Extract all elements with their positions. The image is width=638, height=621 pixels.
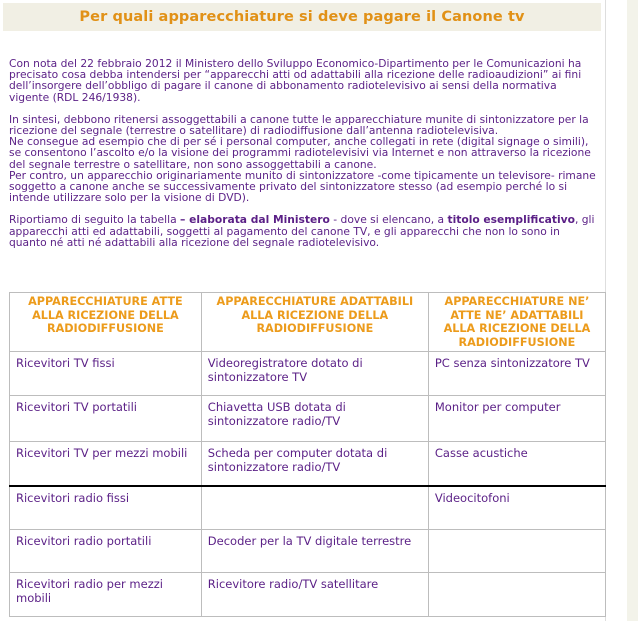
table-header-row: [10, 293, 606, 352]
table-cell: Monitor per computer: [428, 396, 605, 442]
table-row: [10, 486, 606, 530]
table-row: [10, 530, 606, 573]
table-cell: Chiavetta USB dotata di sintonizzatore radio/TV: [201, 396, 428, 442]
summary-line-1: In sintesi, debbono ritenersi assoggettabili a canone tutte le apparecchiature munite di sintonizzatore per la ricezione del segnale (terrestre o satellitare) di radiodiffusione dall’antenna radiotelevisiva.: [9, 112, 589, 138]
paragraph-table-intro: [9, 214, 599, 248]
table-intro-bold-2: titolo esemplificativo: [447, 213, 575, 227]
title-bar: [3, 3, 601, 31]
summary-line-3: Per contro, un apparecchio originariamente munito di sintonizzatore -come tipicamente un televisore- rimane soggetto a canone anche se successivamente privato del sintonizzatore stesso (ad esempio perché lo si intende utilizzare solo per la visione di DVD).: [9, 168, 596, 205]
table-cell: Ricevitore radio/TV satellitare: [201, 573, 428, 617]
header-suitable: APPARECCHIATURE ATTE ALLA RICEZIONE DELLA RADIODIFFUSIONE: [10, 293, 202, 352]
table-cell: Ricevitori radio fissi: [10, 486, 202, 530]
table-row: [10, 396, 606, 442]
table-cell: [428, 530, 605, 573]
article-body: [9, 58, 599, 259]
table-cell: Ricevitori radio portatili: [10, 530, 202, 573]
table-intro-bold-1: – elaborata dal Ministero: [180, 213, 330, 227]
table-cell: Ricevitori radio per mezzi mobili: [10, 573, 202, 617]
table-row: [10, 573, 606, 617]
appliances-table: [9, 292, 606, 617]
paragraph-intro: Con nota del 22 febbraio 2012 il Ministero dello Sviluppo Economico-Dipartimento per le Comunicazioni ha precisato cosa debba intendersi per “apparecchi atti od adattabili alla ricezione delle radioaudizioni” ai fini dell’insorgere dell’obbligo di pagare il canone di abbonamento radiotelevisivo ai sensi della normativa vigente (RDL 246/1938).: [9, 57, 582, 104]
table-row: [10, 352, 606, 396]
table-cell: Ricevitori TV portatili: [10, 396, 202, 442]
paragraph-summary: [9, 114, 599, 204]
table-cell: Videoregistratore dotato di sintonizzatore TV: [201, 352, 428, 396]
table-cell: Scheda per computer dotata di sintonizzatore radio/TV: [201, 442, 428, 486]
table-intro-text-2: - dove si elencano, a: [329, 213, 448, 227]
page-title: Per quali apparecchiature si deve pagare il Canone tv: [79, 9, 525, 25]
table-cell: Ricevitori TV fissi: [10, 352, 202, 396]
table-cell: Decoder per la TV digitale terrestre: [201, 530, 428, 573]
header-adaptable: APPARECCHIATURE ADATTABILI ALLA RICEZIONE DELLA RADIODIFFUSIONE: [201, 293, 428, 352]
table-intro-text-1: Riportiamo di seguito la tabella: [9, 213, 181, 227]
table-row: [10, 442, 606, 486]
table-cell: PC senza sintonizzatore TV: [428, 352, 605, 396]
table-cell: [428, 573, 605, 617]
table-cell: Casse acustiche: [428, 442, 605, 486]
page-background-strip: [627, 0, 638, 621]
table-cell: [201, 486, 428, 530]
summary-line-2: Ne consegue ad esempio che di per sé i personal computer, anche collegati in rete (digital signage o simili), se consentono l’ascolto e/o la visione dei programmi radiotelevisivi via Internet e non attraverso la ricezione del segnale terrestre o satellitare, non sono assoggettabili a canone.: [9, 135, 591, 171]
header-neither: APPARECCHIATURE NE’ ATTE NE’ ADATTABILI ALLA RICEZIONE DELLA RADIODIFFUSIONE: [428, 293, 605, 352]
table-cell: Ricevitori TV per mezzi mobili: [10, 442, 202, 486]
table-cell: Videocitofoni: [428, 486, 605, 530]
table-intro-text-3: , gli apparecchi atti ed adattabili, soggetti al pagamento del canone TV, e gli apparecchi che non lo sono in quanto né atti né adattabili alla ricezione del segnale radiotelevisivo.: [9, 213, 595, 249]
